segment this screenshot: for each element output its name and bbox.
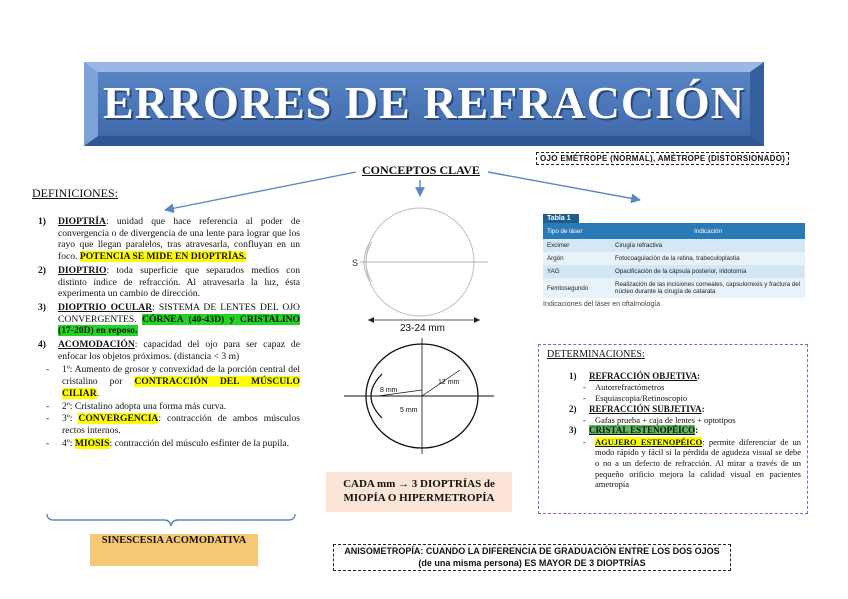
sinestesia-box: SINESCESIA ACOMODATIVA [90, 534, 258, 566]
table-row: Femtosegundo Realización de las incisiones corneales, capsulorrexis y fractura del núcleo durante la cirugía de catarata [543, 278, 805, 298]
determinaciones-heading: DETERMINACIONES: [547, 349, 645, 360]
eye-optics-diagram [344, 330, 494, 462]
brace-icon [46, 514, 296, 526]
det-sub-agujero: - AGUJERO ESTENOPÉICO: permite diferenciar de un modo rápido y fácil si la pérdida de agudeza visual se debe o no a un defecto de refracción. Al mirar a través de un pequeño orificio mejora la calidad visual en pacientes ametropía [569, 437, 801, 490]
table-caption: Tabla 1 [543, 214, 579, 223]
eye-length-label: 23-24 mm [400, 323, 446, 334]
det-sub: - Gafas prueba + caja de lentes + optotipos [569, 415, 801, 426]
table-row: Argón Fotocoagulación de la retina, trabeculoplastia [543, 252, 805, 265]
acomodacion-step-3: - 3º: CONVERGENCIA: contracción de ambos músculos rectos internos. [62, 413, 300, 436]
arrow-left [165, 172, 356, 210]
table-row: Excimer Cirugía refractiva [543, 239, 805, 252]
acomodacion-step-1: - 1º: Aumento de grosor y convexidad de la porción central del cristalino por CONTRACCIÓN DEL MÚSCULO CILIAR. [62, 364, 300, 399]
radius-12mm-label: 12 mm [438, 379, 460, 386]
def-item-dioptrio: 2) DIOPTRIO: toda superficie que separados medios con distinto índice de refracción. Al atravesarla la luz, ésta experimenta un cambio de dirección. [38, 264, 300, 300]
arrow-right [488, 172, 640, 200]
table-header-row [543, 223, 805, 239]
definiciones-list [38, 216, 300, 450]
def-item-acomodacion: 4) ACOMODACIÓN: capacidad del ojo para ser capaz de enfocar los objetos próximos. (distancia < 3 m) [38, 339, 300, 362]
emetrope-note: OJO EMÉTROPE (NORMAL), AMÉTROPE (DISTORSIONADO) [536, 152, 789, 165]
def-item-dioptrio-ocular: 3) DIOPTRIO OCULAR: SISTEMA DE LENTES DEL OJO CONVERGENTES. CÓRNEA (40-43D) y CRISTALINO (17-20D) en reposo. [38, 301, 300, 337]
table-row: YAG Opacificación de la cápsula posterior, iridotomía [543, 265, 805, 278]
radius-5mm-label: 5 mm [400, 407, 418, 414]
det-item-subjetiva: 2) REFRACCIÓN SUBJETIVA: [569, 403, 705, 414]
det-item-objetiva: 1) REFRACCIÓN OBJETIVA: [569, 371, 701, 381]
det-item-estenopeico: 3) CRISTAL ESTENOPÉICO: [569, 425, 699, 436]
def-item-dioptria: 1) DIOPTRÍA: unidad que hace referencia al poder de convergencia o de divergencia de una lente para lograr que los rayo que llegan paralelos, tras atravesarla, confluyan en un foco. POTENCIA SE MIDE EN DIOPTRÍAS. [38, 216, 300, 263]
acomodacion-step-4: - 4º: MIOSIS: contracción del músculo esfínter de la pupila. [62, 438, 300, 450]
table-footer: Indicaciones del láser en oftalmología [543, 301, 661, 308]
table-header: Indicación [611, 223, 805, 239]
determinaciones-box [538, 344, 808, 514]
cada-mm-note: CADA mm → 3 DIOPTRÍAS de MIOPÍA O HIPERMETROPÍA [326, 472, 512, 512]
radius-8mm-label: 8 mm [380, 387, 398, 394]
conceptos-clave-heading: CONCEPTOS CLAVE [362, 163, 480, 177]
det-sub: - Esquiascopia/Retinoscopio [569, 393, 801, 404]
definiciones-heading: DEFINICIONES: [32, 186, 118, 200]
laser-table [543, 214, 805, 308]
page-title: ERRORES DE REFRACCIÓN [102, 77, 746, 128]
acomodacion-step-2: - 2º: Cristalino adopta una forma más curva. [62, 401, 300, 413]
table-header: Tipo de láser [543, 223, 611, 239]
det-sub: - Autorrefractómetros [569, 382, 801, 393]
eye-diagram [340, 206, 490, 324]
anisometropia-note: ANISOMETROPÍA: CUANDO LA DIFERENCIA DE GRADUACIÓN ENTRE LOS DOS OJOS (de una misma persona) ES MAYOR DE 3 DIOPTRÍAS [333, 544, 731, 571]
acomodacion-steps [38, 364, 300, 449]
s-label: S [352, 258, 359, 268]
